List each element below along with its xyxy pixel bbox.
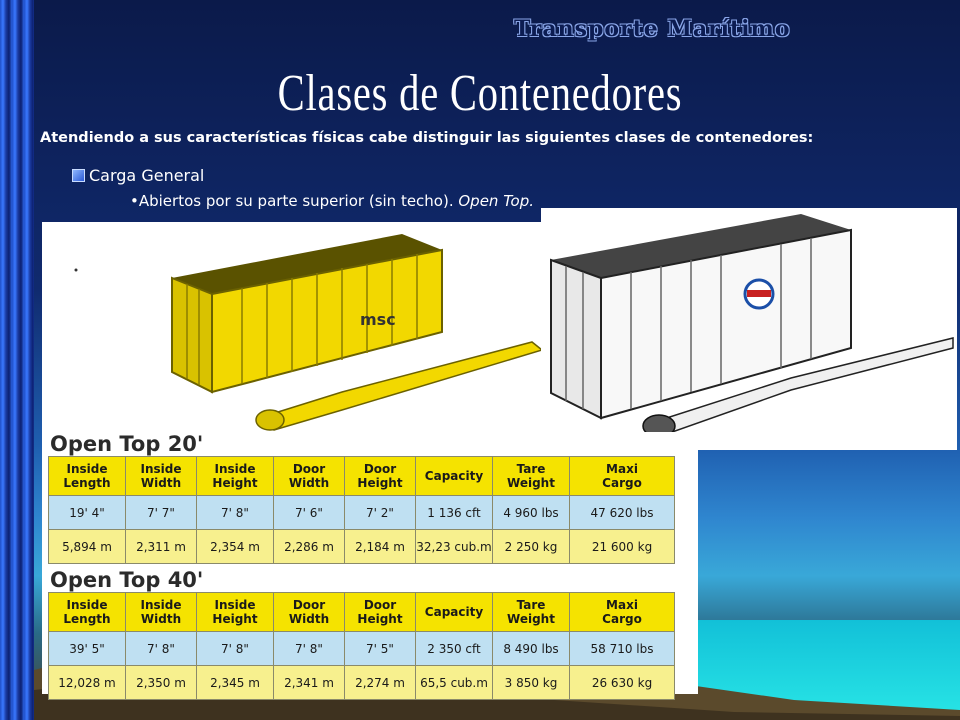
page-title: Clases de Contenedores [277,65,683,122]
table-cell: 1 136 cft [416,496,493,530]
intro-text: Atendiendo a sus características físicas cabe distinguir las siguientes clases de contenedores: [40,130,814,146]
table-cell: 2 250 kg [493,530,570,564]
table-header-cell: Door Height [345,593,416,632]
table-cell: 32,23 cub.m [416,530,493,564]
table-cell: 2,354 m [197,530,274,564]
table-cell: 39' 5" [49,632,126,666]
table-cell: 7' 7" [126,496,197,530]
open-top-container-bw-image [541,208,957,450]
table-header-cell: Inside Width [126,593,197,632]
table-cell: 2,286 m [274,530,345,564]
table-title-20: Open Top 20' [50,432,204,456]
table-cell: 7' 6" [274,496,345,530]
table-row [49,496,675,530]
bullet-open-top [130,192,534,210]
table-header-cell: Maxi Cargo [570,593,675,632]
table-row [49,632,675,666]
table-header-row [49,593,675,632]
table-cell: 12,028 m [49,666,126,700]
decorative-left-bar [0,0,34,720]
table-header-cell: Inside Height [197,593,274,632]
table-cell: 2,274 m [345,666,416,700]
bullet-italic-text: Open Top. [458,192,534,210]
table-header-cell: Inside Height [197,457,274,496]
table-cell: 21 600 kg [570,530,675,564]
table-row [49,666,675,700]
bullet-text: •Abiertos por su parte superior (sin techo). [130,192,459,210]
bullet-square-icon [72,169,85,182]
specifications-panel [42,432,698,694]
table-cell: 19' 4" [49,496,126,530]
table-cell: 8 490 lbs [493,632,570,666]
bullet-text: Carga General [89,166,205,185]
table-header-cell: Maxi Cargo [570,457,675,496]
spec-table-40 [48,592,675,700]
table-cell: 2 350 cft [416,632,493,666]
table-header-cell: Capacity [416,593,493,632]
table-cell: 7' 8" [197,496,274,530]
spec-table-body [49,593,675,700]
table-header-cell: Inside Width [126,457,197,496]
table-header-cell: Door Width [274,593,345,632]
table-cell: 58 710 lbs [570,632,675,666]
table-cell: 2,311 m [126,530,197,564]
table-title-40: Open Top 40' [50,568,204,592]
bullet-carga-general [72,166,204,185]
table-cell: 47 620 lbs [570,496,675,530]
table-header-row [49,457,675,496]
table-cell: 26 630 kg [570,666,675,700]
table-header-cell: Inside Length [49,457,126,496]
table-cell: 2,350 m [126,666,197,700]
table-cell: 2,341 m [274,666,345,700]
table-header-cell: Tare Weight [493,457,570,496]
table-header-cell: Inside Length [49,593,126,632]
table-cell: 2,184 m [345,530,416,564]
svg-text:msc: msc [360,310,396,329]
table-header-cell: Tare Weight [493,593,570,632]
table-header-cell: Door Height [345,457,416,496]
table-header-cell: Capacity [416,457,493,496]
brand-title: Transporte Marítimo [514,16,791,42]
table-cell: 4 960 lbs [493,496,570,530]
table-cell: 3 850 kg [493,666,570,700]
table-header-cell: Door Width [274,457,345,496]
table-cell: 7' 8" [197,632,274,666]
spec-table-20 [48,456,675,564]
spec-table-body [49,457,675,564]
table-cell: 2,345 m [197,666,274,700]
table-cell: 7' 8" [274,632,345,666]
table-cell: 7' 2" [345,496,416,530]
table-cell: 5,894 m [49,530,126,564]
table-cell: 65,5 cub.m [416,666,493,700]
open-top-container-yellow-image [42,222,542,432]
table-cell: 7' 5" [345,632,416,666]
table-cell: 7' 8" [126,632,197,666]
table-row [49,530,675,564]
